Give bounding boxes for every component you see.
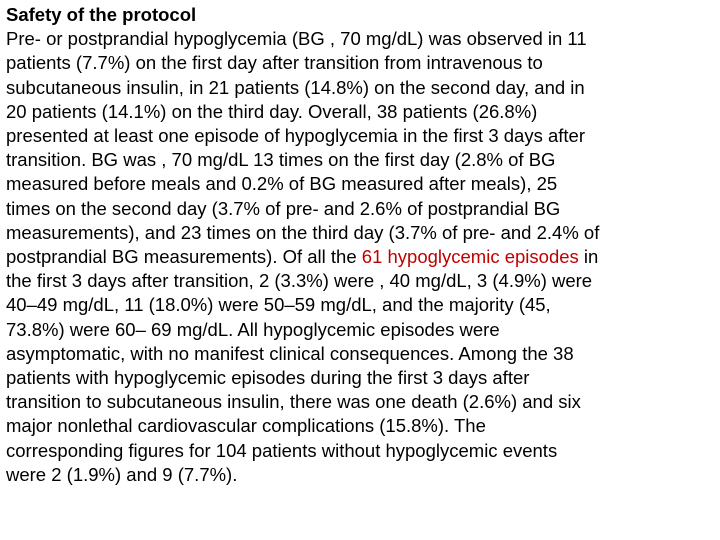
paragraph-line: times on the second day (3.7% of pre- and 2.6% of postprandial BG [6, 197, 561, 219]
paragraph-line: transition to subcutaneous insulin, there was one death (2.6%) and six [6, 391, 581, 413]
paragraph-line: Pre- or postprandial hypoglycemia (BG , 70 mg/dL) was observed in 11 [6, 28, 587, 50]
paragraph-line: measurements), and 23 times on the third day (3.7% of pre- and 2.4% of [6, 221, 600, 243]
paragraph-line: patients (7.7%) on the first day after transition from intravenous to [6, 52, 543, 74]
paragraph-line [6, 245, 718, 269]
paragraph-line: asymptomatic, with no manifest clinical consequences. Among the 38 [6, 342, 574, 364]
paragraph-line: subcutaneous insulin, in 21 patients (14.8%) on the second day, and in [6, 76, 585, 98]
line-text-after: in [578, 246, 599, 268]
paragraph-line: 40–49 mg/dL, 11 (18.0%) were 50–59 mg/dL, and the majority (45, [6, 294, 551, 316]
paragraph-line: measured before meals and 0.2% of BG measured after meals), 25 [6, 173, 558, 195]
paragraph-line: major nonlethal cardiovascular complications (15.8%). The [6, 415, 486, 437]
paragraph-line: patients with hypoglycemic episodes during the first 3 days after [6, 367, 530, 389]
paragraph-line: corresponding figures for 104 patients without hypoglycemic events [6, 439, 558, 461]
line-text-before: postprandial BG measurements). Of all the [6, 246, 362, 268]
section-title: Safety of the protocol [6, 4, 197, 25]
paragraph-line: 20 patients (14.1%) on the third day. Overall, 38 patients (26.8%) [6, 100, 538, 122]
paragraph-line: the first 3 days after transition, 2 (3.3%) were , 40 mg/dL, 3 (4.9%) were [6, 270, 593, 292]
paragraph-line: 73.8%) were 60– 69 mg/dL. All hypoglycemic episodes were [6, 318, 500, 340]
paragraph-line: transition. BG was , 70 mg/dL 13 times on the first day (2.8% of BG [6, 149, 556, 171]
document-body [6, 3, 718, 487]
paragraph-line: were 2 (1.9%) and 9 (7.7%). [6, 463, 238, 485]
paragraph-line: presented at least one episode of hypoglycemia in the first 3 days after [6, 125, 585, 147]
highlighted-episodes-text: 61 hypoglycemic episodes [361, 246, 579, 268]
